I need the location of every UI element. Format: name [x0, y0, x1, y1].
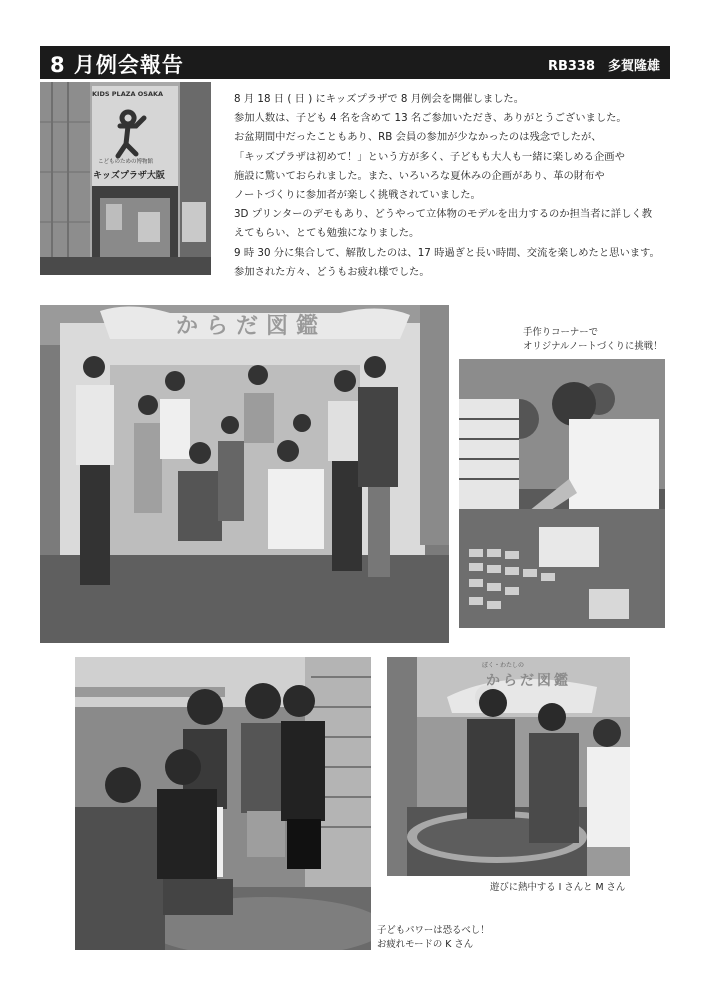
caption-kids — [377, 924, 490, 952]
caption-line: オリジナルノートづくりに挑戦！ — [523, 341, 663, 352]
article-body — [234, 90, 674, 282]
caption-notebook — [523, 326, 663, 354]
article-line: ノートづくりに参加者が楽しく挑戦されていました。 — [234, 189, 481, 202]
building-sign-en: KIDS PLAZA OSAKA — [92, 90, 164, 98]
caption-play — [490, 881, 625, 895]
exhibit-banner-small-label: ぼく・わたしの — [482, 662, 525, 669]
caption-line: 子どもパワーは恐るべし！ — [377, 925, 490, 936]
exhibit-banner-label: からだ図鑑 — [176, 314, 327, 339]
article-line: 8 月 18 日 ( 日 ) にキッズプラザで 8 月例会を開催しました。 — [234, 93, 525, 105]
caption-line: 遊びに熱中する I さんと M さん — [490, 882, 626, 893]
article-line: 参加人数は、子ども 4 名を含めて 13 名ご参加いただき、ありがとうございました。 — [234, 112, 627, 125]
article-line: 9 時 30 分に集合して、解散したのは、17 時過ぎと長い時間、交流を楽しめたと思います。 — [234, 246, 660, 259]
exhibit-banner-label-2: からだ図鑑 — [486, 673, 571, 689]
article-line: えてもらい、とても勉強になりました。 — [234, 227, 420, 240]
article-line: 「キッズプラザは初めて！」という方が多く、子どもも大人も一緒に楽しめる企画や — [234, 150, 625, 163]
article-line: お盆期間中だったこともあり、RB 会員の参加が少なかったのは残念でしたが、 — [234, 131, 602, 144]
article-line: 施設に驚いておられました。また、いろいろな夏休みの企画があり、革の財布や — [234, 169, 605, 182]
photo-group — [40, 305, 449, 643]
article-author: RB338 多賀隆雄 — [547, 59, 660, 74]
caption-line: 手作りコーナーで — [523, 327, 599, 338]
building-sign-small: こどものための博物館 — [98, 159, 154, 165]
photo-kids-outdoor — [75, 657, 371, 950]
article-line: 参加された方々、どうもお疲れ様でした。 — [234, 265, 430, 278]
article-header — [40, 46, 670, 79]
photo-notebook-making — [459, 359, 665, 628]
article-title: 8 月例会報告 — [50, 53, 184, 77]
article-line: 3D プリンターのデモもあり、どうやって立体物のモデルを出力するのか担当者に詳しく教 — [234, 208, 652, 221]
building-sign-jp: キッズプラザ大阪 — [93, 171, 165, 181]
caption-line: お疲れモードの K さん — [377, 939, 474, 950]
